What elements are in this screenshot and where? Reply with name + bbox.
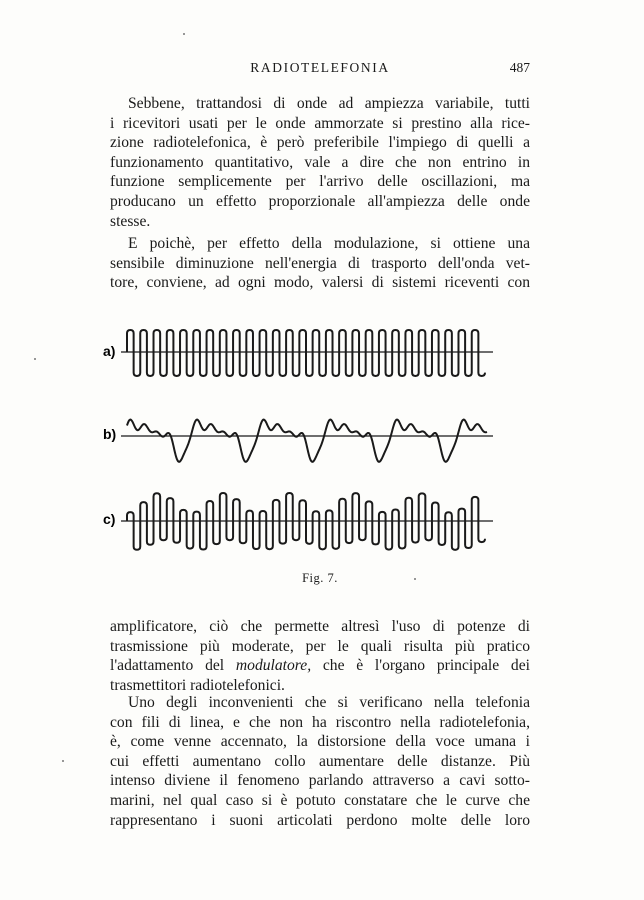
paragraph-1 [110,94,530,231]
page-speck [183,33,185,35]
text-line: rappresentano i suoni articolati perdono molte delle loro [110,811,530,829]
text-line: marini, nel qual caso si è potuto constatare che le curve che [110,791,530,809]
page-speck [414,578,416,580]
paragraph-2 [110,234,530,293]
label-c: c) [103,511,116,527]
page-header [110,60,530,80]
text-line: è, come venne accennato, la distorsione della voce umana i [110,733,530,751]
text-line: stesse. [110,212,151,230]
text-line: zione radiotelefonica, è però preferibile l'impiego di quelli a [110,134,530,152]
text-line: funzione semplicemente per l'arrivo delle oscillazioni, ma [110,173,530,191]
text-line: i ricevitori usati per le onde ammorzate si prestino alla rice- [110,114,530,132]
running-title: RADIOTELEFONIA [250,60,390,75]
waveform-b-voice [127,420,487,462]
text-line: E poichè, per effetto della modulazione, si ottiene una [128,235,530,252]
text-line: intenso diviene il fenomeno parlando attraverso a cavi sotto- [110,772,530,790]
figure-7-waveforms [95,318,515,580]
text-line: cui effetti aumentano collo aumentare delle distanze. Più [110,752,530,770]
page-number: 487 [509,60,530,75]
text-span: l'adattamento del [110,657,236,675]
text-line: trasmissione più moderate, per le quali risulta più pratico [110,637,530,655]
waveform-a-carrier [127,330,485,376]
paragraph-3 [110,617,530,695]
label-a: a) [103,343,116,359]
waveform-diagram [95,318,515,580]
text-line: producano un effetto proporzionale all'ampiezza delle onde [110,192,530,210]
waveform-c-modulated [127,493,485,550]
text-line: Sebbene, trattandosi di onde ad ampiezza variabile, tutti [128,95,530,112]
text-line: funzionamento quantitativo, vale a dire che non entrino in [110,153,530,171]
text-line: con fili di linea, e che non ha riscontro nella radiotelefonia, [110,713,530,731]
text-line: Uno degli inconvenienti che si verificano nella telefonia [128,694,530,711]
text-line: tore, conviene, ad ogni modo, valersi di sistemi riceventi con [110,274,530,292]
text-span: che è l'organo principale dei [311,657,530,675]
paragraph-4 [110,693,530,830]
text-line: trasmettitori radiotelefonici. [110,676,285,694]
page-speck [62,760,64,762]
figure-caption: Fig. 7. [302,571,338,585]
text-line [110,656,530,676]
text-line: amplificatore, ciò che permette altresì l'uso di potenze di [110,618,530,635]
label-b: b) [103,426,117,442]
italic-term: modulatore, [235,657,312,675]
page-speck [34,358,36,360]
text-line: sensibile diminuzione nell'energia di trasporto dell'onda vet- [110,254,530,272]
